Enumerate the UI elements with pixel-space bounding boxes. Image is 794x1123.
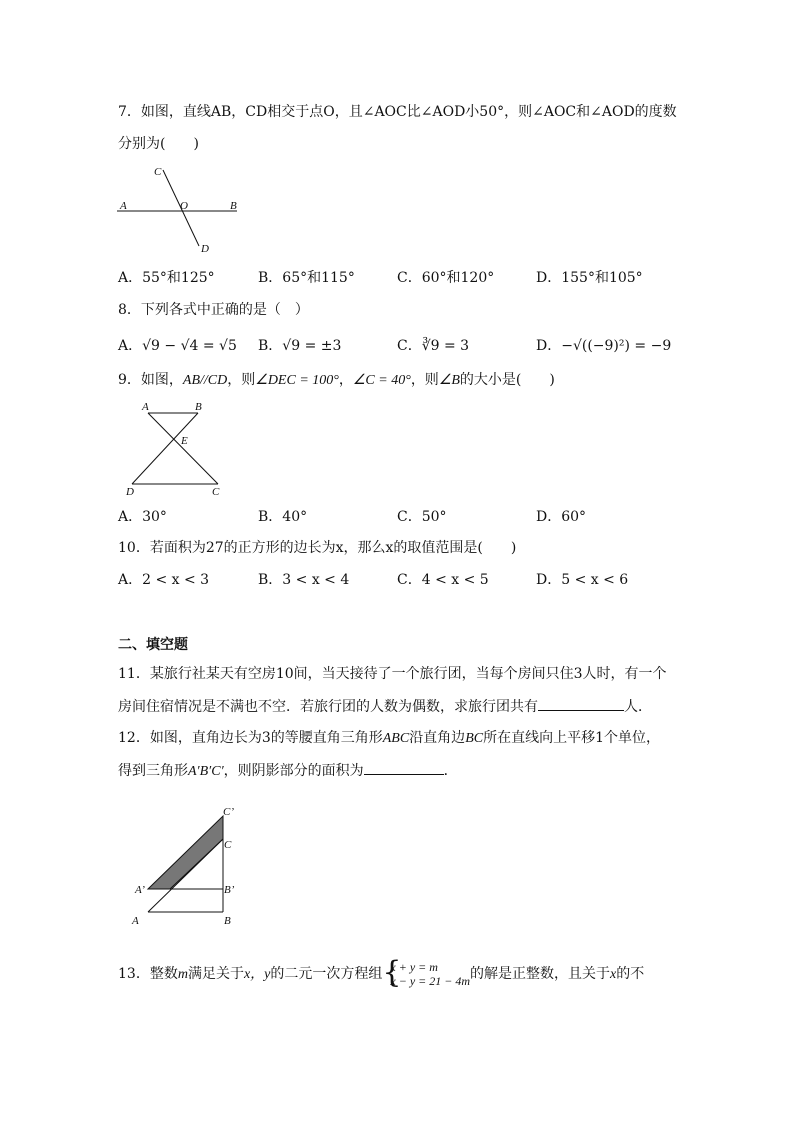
q9-cond-angle-dec: ∠DEC = 100°: [255, 373, 339, 388]
q13-var-xy: x，y: [243, 967, 271, 982]
q13-post: 的解是正整数，且关于: [470, 966, 611, 982]
q12-line1: [118, 728, 660, 749]
segment-ac: [148, 413, 218, 484]
q7-option-d: D．155°和105°: [536, 270, 643, 286]
q9-option-b: B．40°: [258, 509, 308, 525]
label-b: B: [195, 401, 202, 413]
q12-line2-post: ，则阴影部分的面积为: [223, 763, 364, 779]
q11-line2-pre: 房间住宿情况是不满也不空．若旅行团的人数为偶数，求旅行团共有: [118, 699, 538, 715]
label-c: C: [224, 839, 232, 851]
q13-pre: 13．整数: [118, 966, 178, 982]
q10-option-a: A．2 < x < 3: [118, 572, 210, 588]
q12-triangle-prime: A′B′C′: [188, 764, 224, 779]
q9-figure: [118, 398, 228, 500]
q13-equation-2: x − y = 21 − 4m: [390, 974, 471, 988]
q9-stem-mid2: ，: [338, 372, 353, 388]
q12-side-bc: BC: [465, 731, 484, 746]
q13-mid2: 的二元一次方程组: [270, 966, 383, 982]
label-c: C: [212, 486, 220, 498]
brace-icon: {: [382, 955, 402, 990]
segment-bd: [132, 413, 198, 484]
q12-line1-post: 所在直线向上平移1个单位，: [483, 730, 660, 746]
q11-line2: [118, 696, 652, 717]
q9-option-c: C．50°: [397, 509, 447, 525]
q12-triangle-abc: ABC: [382, 731, 410, 746]
q9-cond-angle-c: ∠C = 40°: [352, 373, 411, 388]
q8-option-b: B．√9 = ±3: [258, 338, 342, 354]
q13-end: 的不: [616, 966, 645, 982]
q13-var-x: x: [610, 967, 617, 982]
label-d: D: [126, 486, 134, 498]
q7-stem-line1: 7．如图，直线AB，CD相交于点O，且∠AOC比∠AOD小50°，则∠AOC和∠AOD的度数: [118, 104, 677, 120]
q9-cond-parallel: AB//CD: [182, 373, 228, 388]
q9-stem-pre: 9．如图，: [118, 372, 183, 388]
label-a-prime: A’: [135, 884, 145, 896]
q13-equation-system: [382, 955, 471, 990]
q10-stem: 10．若面积为27的正方形的边长为x，那么x的取值范围是( ): [118, 540, 517, 556]
q12-figure: [125, 796, 255, 930]
q12-line1-pre: 12．如图，直角边长为3的等腰直角三角形: [118, 730, 383, 746]
label-d: D: [201, 243, 209, 255]
q12-line2: [118, 760, 458, 782]
q8-stem: 8．下列各式中正确的是（ ）: [118, 302, 309, 318]
q11-answer-blank[interactable]: [538, 696, 624, 711]
q13-var-m: m: [177, 967, 188, 982]
label-a: A: [120, 200, 127, 212]
section-title-fill-in: 二、填空题: [118, 637, 188, 653]
q9-angle-b: ∠B: [438, 373, 460, 388]
q12-line2-end: ．: [443, 763, 458, 779]
q12-answer-blank[interactable]: [364, 760, 444, 775]
q9-stem-mid1: ，则: [227, 372, 256, 388]
q11-line1: 11．某旅行社某天有空房10间，当天接待了一个旅行团，当每个房间只住3人时，有一个: [118, 666, 667, 682]
label-c: C: [154, 166, 162, 178]
q10-option-b: B．3 < x < 4: [258, 572, 350, 588]
q10-option-c: C．4 < x < 5: [397, 572, 489, 588]
label-a: A: [132, 915, 139, 927]
q11-line2-post: 人．: [624, 699, 652, 715]
q9-stem-post: 的大小是( ): [459, 372, 555, 388]
q8-option-c: C．∛9 = 3: [397, 338, 470, 354]
label-b: B: [230, 200, 237, 212]
label-c-prime: C’: [223, 806, 234, 818]
q7-stem-line2: 分别为( ): [118, 136, 199, 152]
q9-option-d: D．60°: [536, 509, 587, 525]
q12-line1-mid: 沿直角边: [409, 730, 466, 746]
q9-option-a: A．30°: [118, 509, 167, 525]
q8-option-d: D．−√((−9)²) = −9: [536, 338, 672, 354]
label-a: A: [142, 401, 149, 413]
q9-stem-mid3: ，则: [410, 372, 439, 388]
label-b: B: [224, 915, 231, 927]
q7-figure: [115, 160, 245, 260]
q9-stem: [118, 370, 555, 391]
label-e: E: [181, 435, 188, 447]
q7-option-b: B．65°和115°: [258, 270, 355, 286]
q12-line2-pre: 得到三角形: [118, 763, 188, 779]
label-b-prime: B’: [224, 884, 235, 896]
shaded-region: [148, 816, 223, 889]
segment-ac: [148, 839, 223, 912]
q7-option-a: A．55°和125°: [118, 270, 215, 286]
q13-stem: [118, 955, 645, 990]
label-o: O: [180, 200, 188, 212]
q8-option-a: A．√9 − √4 = √5: [118, 338, 237, 354]
q13-equation-1: x + y = m: [390, 960, 438, 974]
q10-option-d: D．5 < x < 6: [536, 572, 629, 588]
q13-mid1: 满足关于: [187, 966, 244, 982]
q7-option-c: C．60°和120°: [397, 270, 495, 286]
